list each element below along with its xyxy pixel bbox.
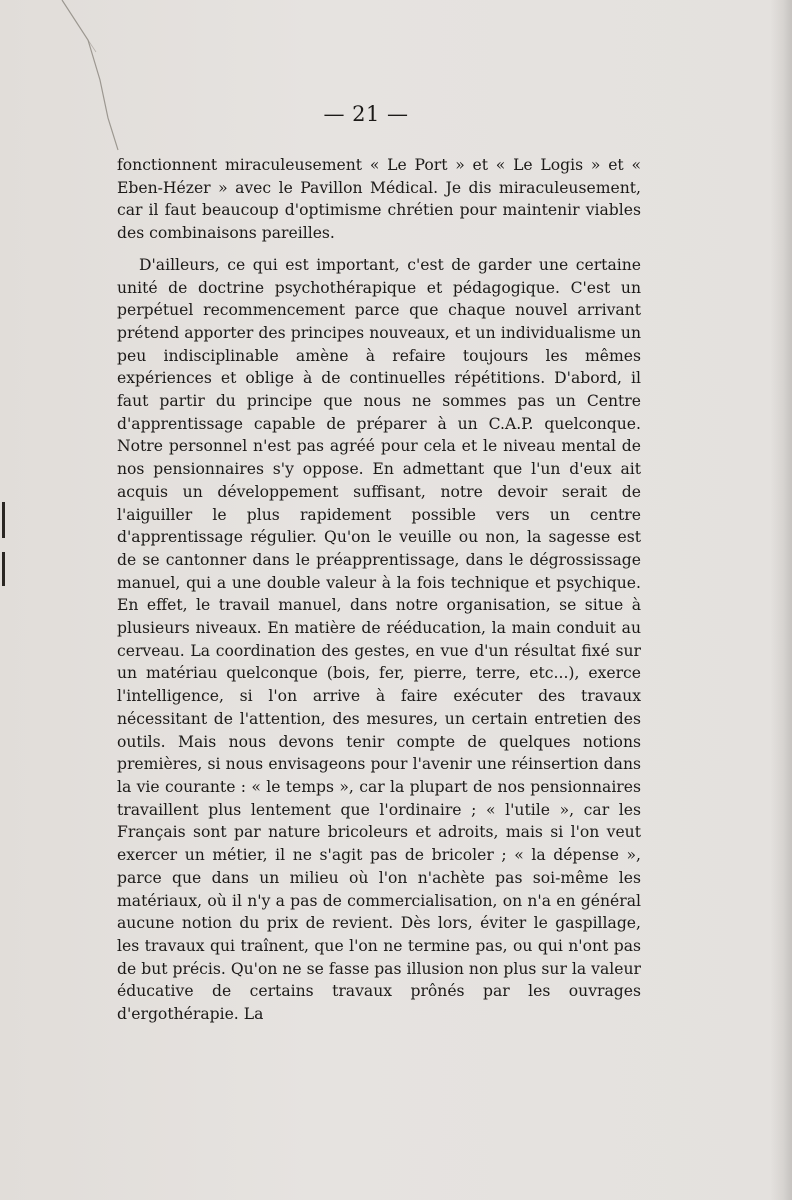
paragraph-1: fonctionnent miraculeusement « Le Port » et « Le Logis » et « Eben-Hézer » avec le Pavillon Médical. Je dis miraculeusement, car il faut beaucoup d'optimisme chrétien pour maintenir viables des combinaisons pareilles. (117, 156, 641, 243)
binding-mark (2, 552, 5, 586)
page-fold-crease (0, 0, 140, 160)
binding-mark (2, 502, 5, 538)
page-number: — 21 — (323, 102, 409, 126)
paragraph-2: D'ailleurs, ce qui est important, c'est de garder une certaine unité de doctrine psychothérapique et pédagogique. C'est un perpétuel recommencement parce que chaque nouvel arrivant prétend apporter des principes nouveaux, et un individualisme un peu indisciplinable amène à refaire toujours les mêmes expériences et oblige à de continuelles répétitions. D'abord, il faut partir du principe que nous ne sommes pas un Centre d'apprentissage capable de préparer à un C.A.P. quelconque. Notre personnel n'est pas agréé pour cela et le niveau mental de nos pensionnaires s'y oppose. En admettant que l'un d'eux ait acquis un développement suffisant, notre devoir serait de l'aiguiller le plus rapidement possible vers un centre d'apprentissage régulier. Qu'on le veuille ou non, la sagesse est de se cantonner dans le préapprentissage, dans le dégrossissage manuel, qui a une double valeur à la fois technique et psychique. En effet, le travail manuel, dans notre organisation, se situe à plusieurs niveaux. En matière de rééducation, la main conduit au cerveau. La coordination des gestes, en vue d'un résultat fixé sur un matériau quelconque (bois, fer, pierre, terre, etc...), exerce l'intelligence, si l'on arrive à faire exécuter des travaux nécessitant de l'attention, des mesures, un certain entretien des outils. Mais nous devons tenir compte de quelques notions premières, si nous envisageons pour l'avenir une réinsertion dans la vie courante : « le temps », car la plupart de nos pensionnaires travaillent plus lentement que l'ordinaire ; « l'utile », car les Français sont par nature bricoleurs et adroits, mais si l'on veut exercer un métier, il ne s'agit pas de bricoler ; « la dépense », parce que dans un milieu où l'on n'achète pas soi-même les matériaux, où il n'y a pas de commercialisation, on n'a en général aucune notion du prix de revient. Dès lors, éviter le gaspillage, les travaux qui traînent, que l'on ne termine pas, ou qui n'ont pas de but précis. Qu'on ne se fasse pas illusion non plus sur la valeur éducative de certains travaux prônés par les ouvrages d'ergothérapie. La (117, 255, 641, 1024)
body-text (117, 154, 641, 1026)
page-right-edge-shadow (770, 0, 792, 1200)
